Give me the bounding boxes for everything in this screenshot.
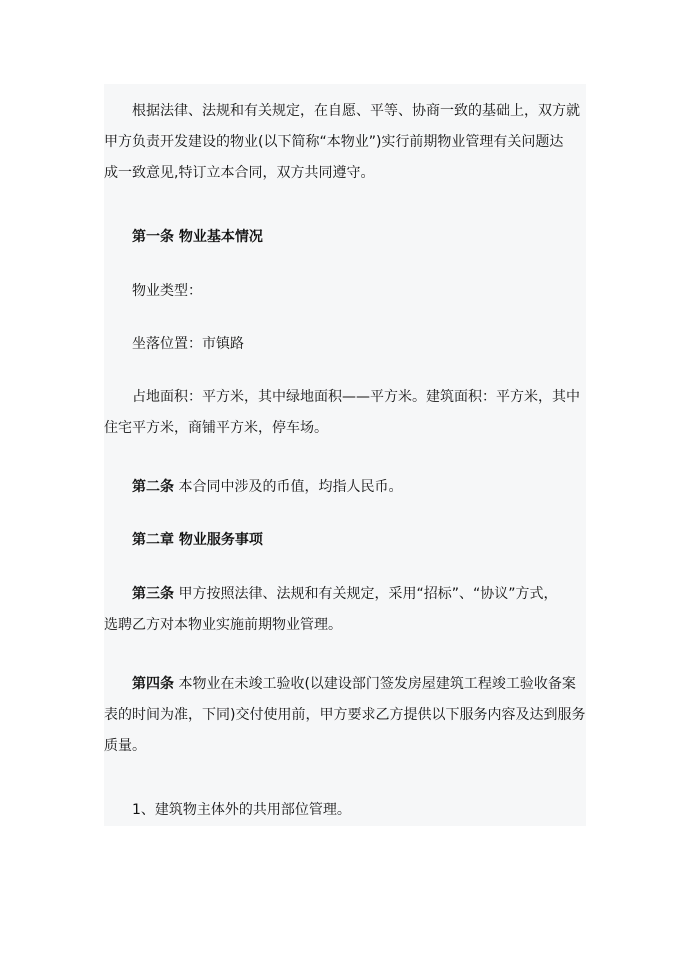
article-3 [104, 579, 586, 641]
article-4-line-2: 表的时间为准，下同)交付使用前，甲方要求乙方提供以下服务内容及达到服务 [104, 707, 586, 723]
item-1: 1、建筑物主体外的共用部位管理。 [132, 802, 351, 818]
property-type: 物业类型： [132, 283, 202, 299]
document-body [104, 84, 586, 826]
article-4-line-1: 本物业在未竣工验收(以建设部门签发房屋建筑工程竣工验收备案 [174, 676, 576, 692]
article-4-line-3: 质量。 [104, 738, 146, 754]
article-3-title: 第三条 [132, 586, 174, 602]
intro-line-2: 甲方负责开发建设的物业(以下简称“本物业”)实行前期物业管理有关问题达 [104, 134, 564, 150]
property-location: 坐落位置：市镇路 [132, 336, 244, 352]
article-4 [104, 669, 586, 762]
chapter-2-heading: 第二章 物业服务事项 [132, 532, 263, 548]
area-line-1: 占地面积：平方米，其中绿地面积——平方米。建筑面积：平方米，其中 [132, 389, 580, 405]
article-3-line-2: 选聘乙方对本物业实施前期物业管理。 [104, 617, 342, 633]
intro-paragraph [104, 96, 586, 189]
article-2-title: 第二条 [132, 479, 174, 495]
article-4-title: 第四条 [132, 676, 174, 692]
article-2-text: 本合同中涉及的币值，均指人民币。 [174, 479, 403, 495]
area-paragraph [104, 382, 586, 444]
article-3-line-1: 甲方按照法律、法规和有关规定，采用“招标”、“协议”方式， [174, 586, 558, 602]
intro-line-1: 根据法律、法规和有关规定，在自愿、平等、协商一致的基础上，双方就 [132, 103, 580, 119]
area-line-2: 住宅平方米，商铺平方米，停车场。 [104, 420, 328, 436]
article-2 [104, 472, 586, 503]
intro-line-3: 成一致意见,特订立本合同，双方共同遵守。 [104, 165, 375, 181]
article-1-heading: 第一条 物业基本情况 [132, 229, 263, 245]
